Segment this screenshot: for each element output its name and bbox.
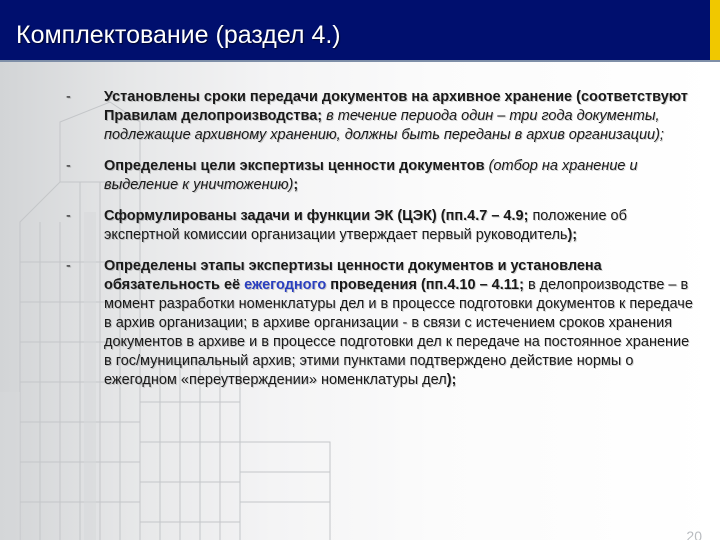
item-bold-tail: ); bbox=[446, 372, 457, 388]
list-item bbox=[62, 257, 698, 390]
header-divider bbox=[0, 60, 720, 62]
bullet-list bbox=[62, 88, 698, 402]
bullet-marker: - bbox=[66, 208, 71, 224]
slide-title: Комплектование (раздел 4.) bbox=[16, 21, 341, 49]
item-highlight-text: ежегодного bbox=[244, 277, 327, 293]
item-bold-text: Определены цели экспертизы ценности документов bbox=[104, 158, 485, 174]
list-item bbox=[62, 157, 698, 195]
item-bold-text-2: проведения (пп.4.10 – 4.11; bbox=[326, 277, 524, 293]
list-item bbox=[62, 207, 698, 245]
item-normal-text: в делопроизводстве – в момент разработки номенклатуры дел и в процессе подготовки документов к передаче в архив организации; в архиве организации - в связи с истечением сроков хранения документов в архиве и в процессе подготовки дел к передаче на постоянное хранение в гос/муниципальный архив; этими пунктами подтверждено действие нормы о ежегодном «переутверждении» номенклатуры дел bbox=[104, 277, 693, 388]
item-bold-tail: ); bbox=[567, 227, 578, 243]
item-normal-text: положение об экспертной комиссии организации утверждает первый руководитель bbox=[104, 208, 627, 243]
item-bold-text: Установлены сроки передачи документов на архивное хранение (соответствуют Правилам делопроизводства; bbox=[104, 89, 688, 124]
item-italic-text: в течение периода один – три года документы, подлежащие архивному хранению, должны быть переданы в архив организации); bbox=[104, 108, 664, 143]
bullet-marker: - bbox=[66, 258, 71, 274]
item-italic-text: (отбор на хранение и выделение к уничтожению) bbox=[104, 158, 638, 193]
bullet-marker: - bbox=[66, 89, 71, 105]
item-bold-text: Определены этапы экспертизы ценности документов и установлена обязательность её bbox=[104, 258, 602, 293]
header-bar bbox=[0, 0, 720, 60]
bullet-marker: - bbox=[66, 158, 71, 174]
header-accent-stripe bbox=[710, 0, 720, 60]
list-item bbox=[62, 88, 698, 145]
item-bold-text: Сформулированы задачи и функции ЭК (ЦЭК) (пп.4.7 – 4.9; bbox=[104, 208, 529, 224]
page-number: 20 bbox=[686, 528, 702, 540]
item-bold-tail: ; bbox=[293, 177, 299, 193]
